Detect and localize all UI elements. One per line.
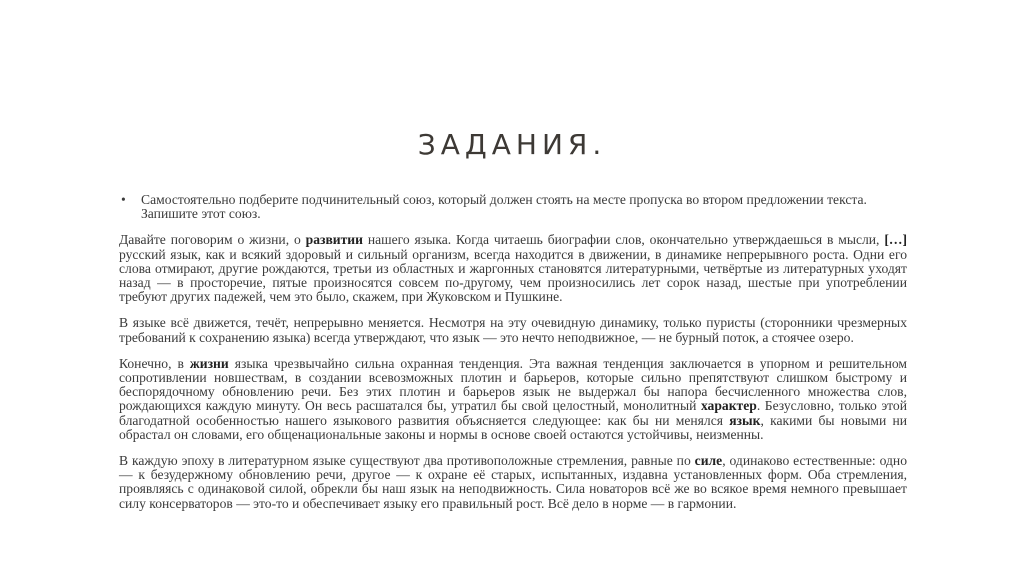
paragraph-text: В каждую эпоху в литературном языке существуют два противоположные стремления, равные по: [119, 453, 695, 469]
text-paragraphs: [119, 233, 907, 510]
paragraph-1: [119, 233, 907, 304]
task-bullet: [119, 193, 907, 221]
paragraph-2: [119, 316, 907, 344]
task-text: Самостоятельно подберите подчинительный союз, который должен стоять на месте пропуска во втором предложении текста. Запишите этот союз.: [141, 192, 867, 222]
emphasis-word: […]: [884, 232, 907, 248]
emphasis-word: силе: [694, 453, 723, 469]
emphasis-word: развитии: [305, 232, 363, 248]
paragraph-text: нашего языка. Когда читаешь биографии слов, окончательно утверждаешься в мысли,: [362, 232, 885, 248]
paragraph-text: русский язык, как и всякий здоровый и сильный организм, всегда находится в движении, в динамике непрерывного роста. Одни его слова отмирают, другие рождаются, третьи из областных и жаргонных становятся литературными, четвёртые из литературных уходят назад — в просторечие, пятые произносятся совсем по-другому, чем произносились лет сорок назад, шестые при употреблении требуют других падежей, чем это было, скажем, при Жуковском и Пушкине.: [119, 246, 907, 305]
bullet-mark: •: [121, 192, 126, 207]
paragraph-4: [119, 454, 907, 511]
paragraph-text: В языке всё движется, течёт, непрерывно меняется. Несмотря на эту очевидную динамику, только пуристы (сторонники чрезмерных требований к сохранению языка) всегда утверждают, что язык — это нечто неподвижное, — не бурный поток, а стоячее озеро.: [119, 315, 907, 345]
paragraph-text: . Безусловно, только этой благодатной особенностью нашего языкового развития объясняется следующее: как бы ни менялся: [119, 398, 907, 428]
paragraph-3: [119, 357, 907, 442]
page-title: ЗАДАНИЯ.: [417, 128, 607, 161]
emphasis-word: характер: [700, 398, 757, 414]
paragraph-text: Конечно, в: [119, 355, 190, 371]
paragraph-text: , какими бы новыми ни обрастал он словами, его общенациональные законы и нормы в основе своей остаются устойчивы, неизменны.: [119, 412, 908, 442]
slide-content: [119, 193, 907, 523]
emphasis-word: жизни: [189, 355, 229, 371]
paragraph-text: языка чрезвычайно сильна охранная тенденция. Эта важная тенденция заключается в упорном и решительном сопротивлении новшествам, в создании всевозможных плотин и барьеров, которые сильно препятствуют слишком быстрому и беспорядочному обновлению речи. Без этих плотин и барьеров язык не выдержал бы напора бесчисленного множества слов, рождающихся каждую минуту. Он весь расшатался бы, утратил бы свой целостный, монолитный: [119, 355, 907, 414]
emphasis-word: язык: [729, 412, 761, 428]
paragraph-text: Давайте поговорим о жизни, о: [119, 232, 306, 248]
paragraph-text: , одинаково естественные: одно — к безудержному обновлению речи, другое — к охране её старых, испытанных, издавна установленных форм. Оба стремления, проявляясь с одинаковой силой, обрекли бы наш язык на неподвижность. Сила новаторов всё же во всякое время немного превышает силу консерваторов — это-то и обеспечивает языку его правильный рост. Всё дело в норме — в гармонии.: [119, 453, 907, 511]
